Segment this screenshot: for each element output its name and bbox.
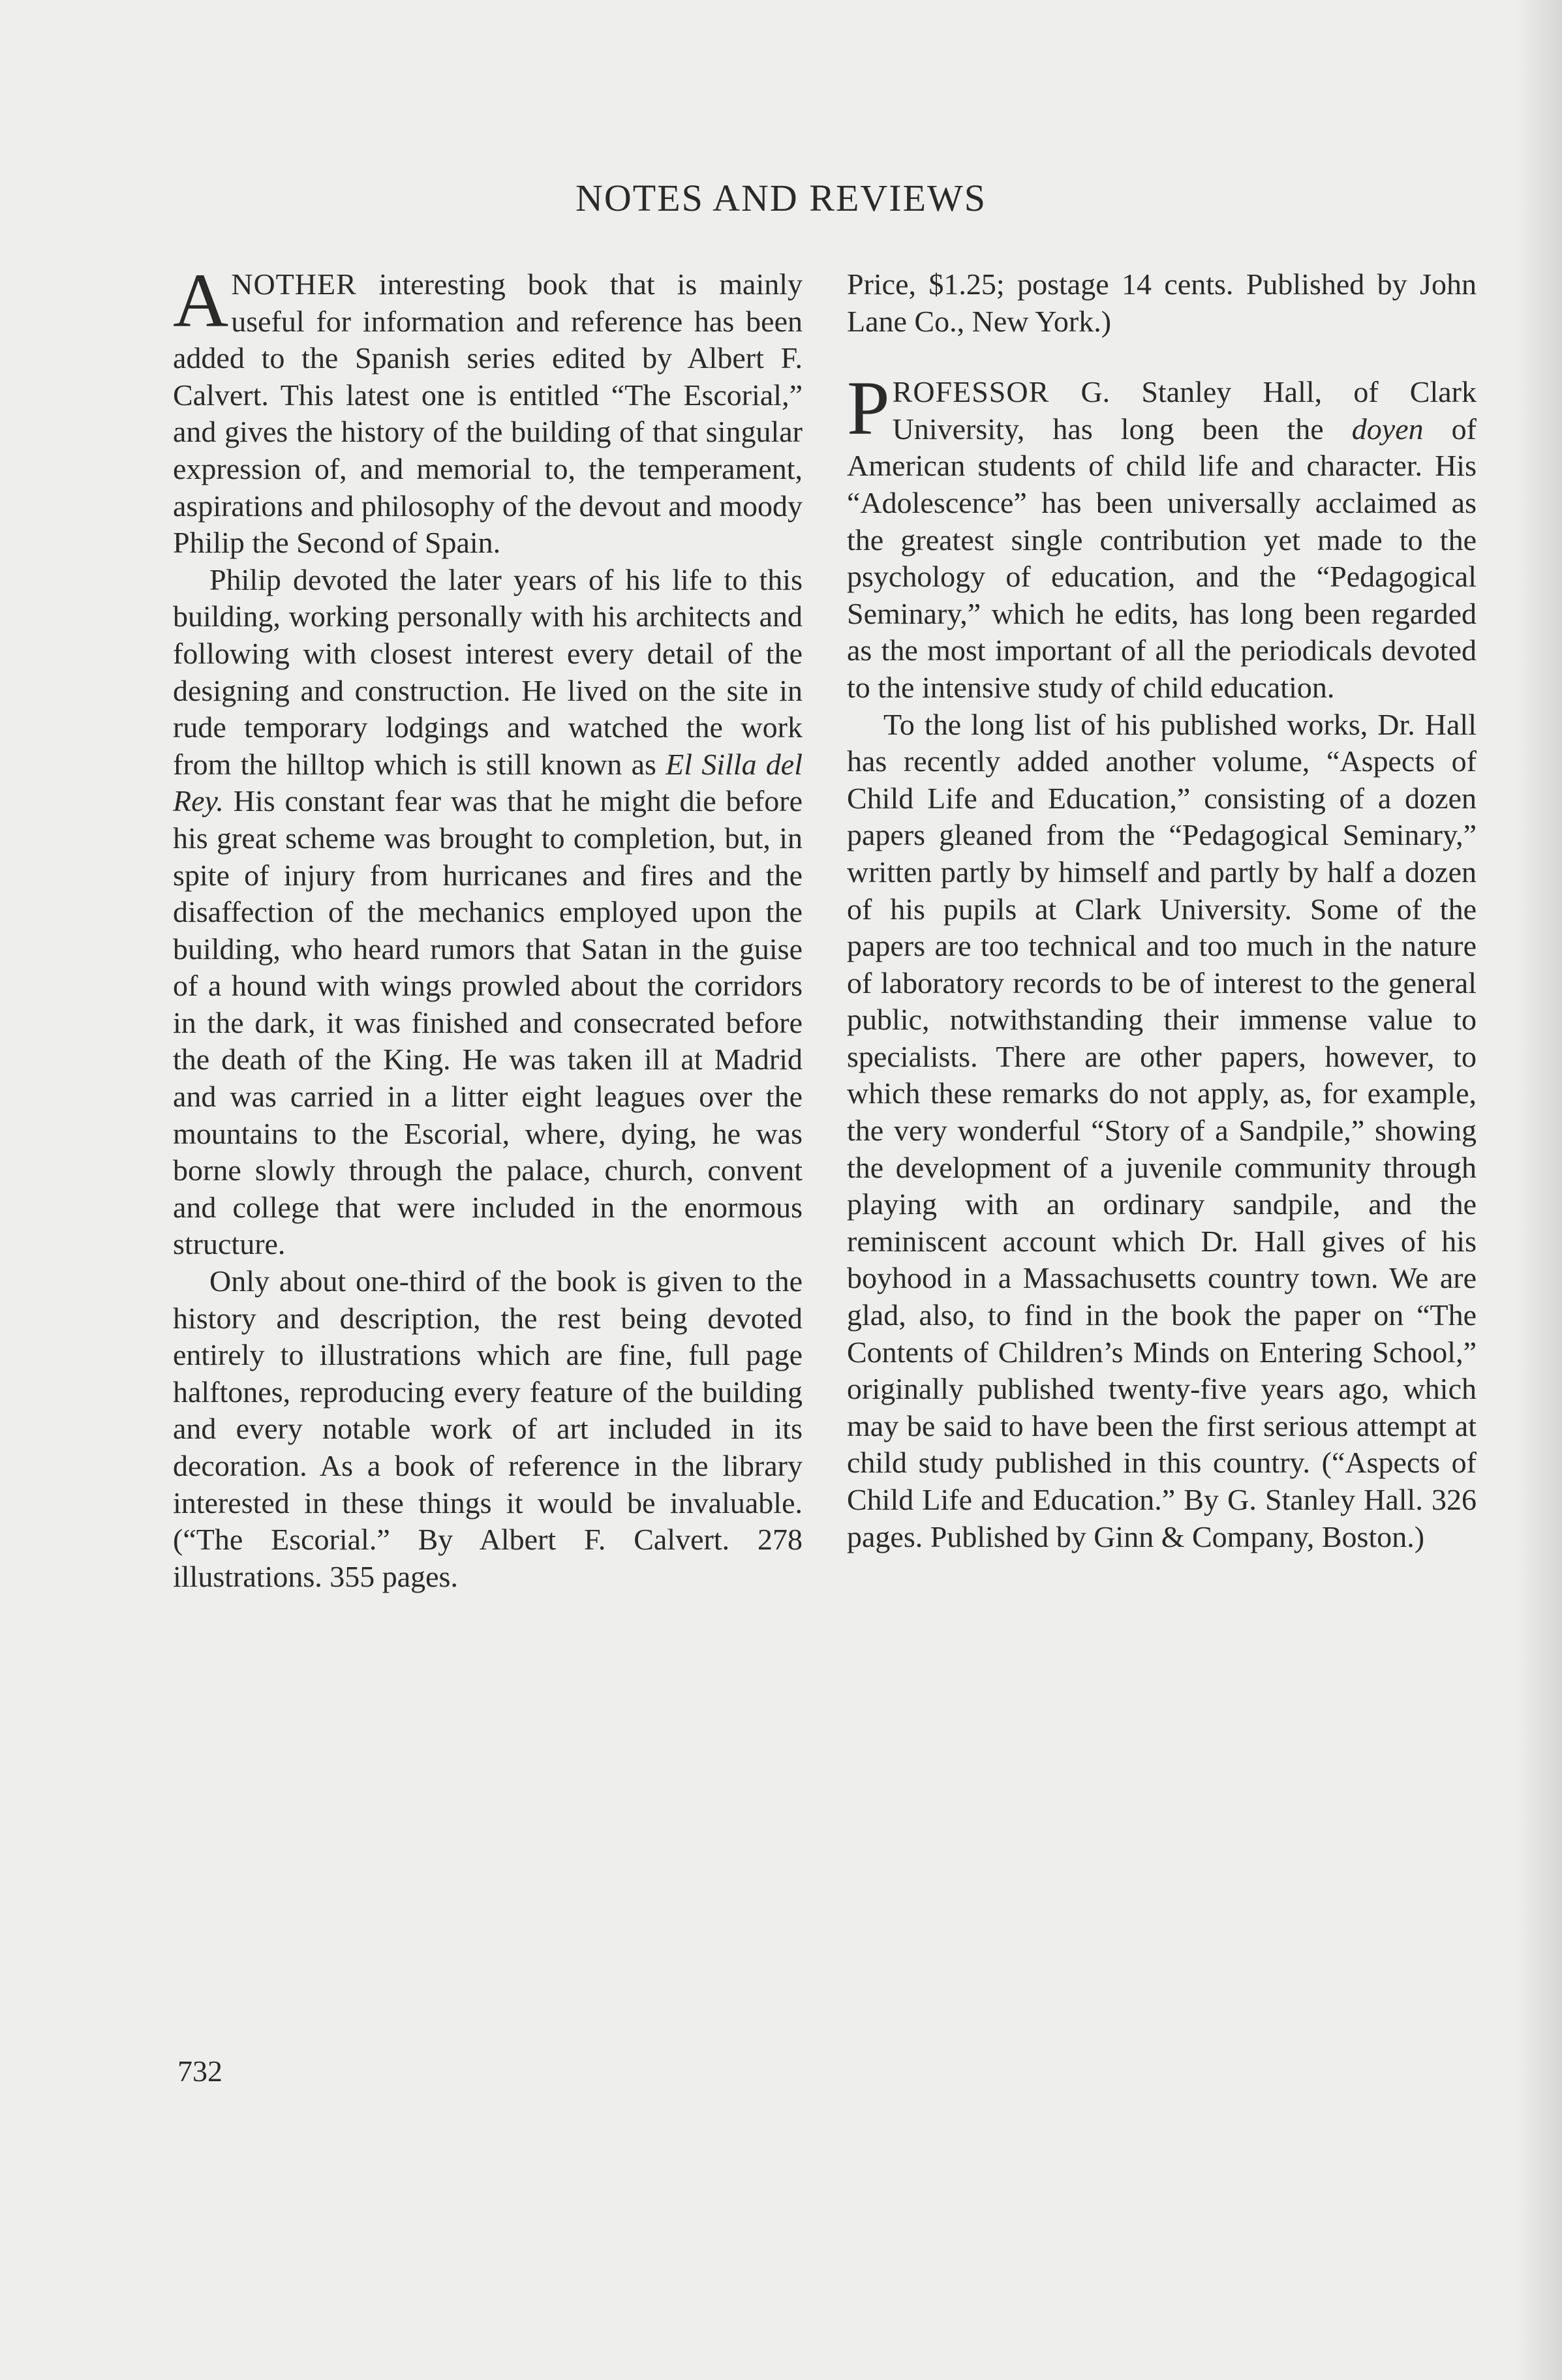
drop-cap: P xyxy=(847,365,890,451)
escorial-review-paragraph-2 xyxy=(173,562,803,1263)
running-head: NOTES AND REVIEWS xyxy=(575,177,987,219)
drop-cap: A xyxy=(173,258,229,343)
escorial-review-citation-continued: Price, $1.25; postage 14 cents. Published by John Lane Co., New York.) xyxy=(847,267,1477,338)
paragraph-text: Philip devoted the later years of his life to this building, working personally with his architects and following with closest interest every detail of the designing and construction. He lived on the site in rude temporary lodgings and watched the work from the hilltop which is still known as xyxy=(173,562,803,781)
escorial-review-paragraph-3: Only about one-third of the book is given to the history and description, the rest being devoted entirely to illustrations which are fine, full page halftones, reproducing every feature of the building and every notable work of art included in its decoration. As a book of reference in the library interested in these things it would be invaluable. (“The Escorial.” By Albert F. Calvert. 278 illustrations. 355 pages. xyxy=(173,1264,803,1593)
left-column xyxy=(173,258,803,1595)
hall-review-paragraph-2: To the long list of his published works, Dr. Hall has recently added another volume, “Aspects of Child Life and Education,” consisting of a dozen papers gleaned from the “Pedagogical Seminary,” written partly by himself and partly by half a dozen of his pupils at Clark University. Some of the papers are too technical and too much in the nature of laboratory records to be of interest to the general public, notwithstanding their immense value to specialists. There are other papers, however, to which these remarks do not apply, as, for example, the very wonderful “Story of a Sandpile,” showing the development of a juvenile community through playing with an ordinary sandpile, and the reminiscent account which Dr. Hall gives of his boyhood in a Massachusetts country town. We are glad, also, to find in the book the paper on “The Contents of Children’s Minds on Entering School,” originally published twenty-five years ago, which may be said to have been the first serious attempt at child study published in this country. (“Aspects of Child Life and Education.” By G. Stanley Hall. 326 pages. Published by Ginn & Company, Boston.) xyxy=(847,707,1477,1553)
italic-place-name: El Silla del Rey. xyxy=(173,747,803,818)
lead-word: ROFESSOR xyxy=(892,375,1050,409)
italic-word: doyen xyxy=(1351,412,1424,446)
paragraph-text: interesting book that is mainly useful for information and reference has been added to the Spanish series edited by Albert F. Calvert. This latest one is entitled “The Escorial,” and gives the history of the building of that singular expression of, and memorial to, the temperament, aspirations and philosophy of the devout and moody Philip the Second of Spain. xyxy=(173,267,803,560)
page-number: 732 xyxy=(177,2054,222,2088)
escorial-review-paragraph-1 xyxy=(173,258,803,562)
paragraph-text: G. Stanley Hall, of Clark University, has long been the xyxy=(892,375,1477,446)
hall-review-paragraph-1 xyxy=(847,365,1477,706)
paragraph-text: of American students of child life and character. His “Adolescence” has been universally acclaimed as the greatest single contribution yet made to the psychology of education, and the “Pedagogical Seminary,” which he edits, has long been regarded as the most important of all the periodicals devoted to the intensive study of child education. xyxy=(847,412,1477,704)
paragraph-text: His constant fear was that he might die before his great scheme was brought to completion, but, in spite of injury from hurricanes and fires and the disaffection of the mechanics employed upon the building, who heard rumors that Satan in the guise of a hound with wings prowled about the corridors in the dark, it was finished and consecrated before the death of the King. He was taken ill at Madrid and was carried in a litter eight leagues over the mountains to the Escorial, where, dying, he was borne slowly through the palace, church, convent and college that were included in the enormous structure. xyxy=(173,784,803,1261)
right-column xyxy=(847,266,1477,1555)
lead-word: NOTHER xyxy=(231,267,357,301)
